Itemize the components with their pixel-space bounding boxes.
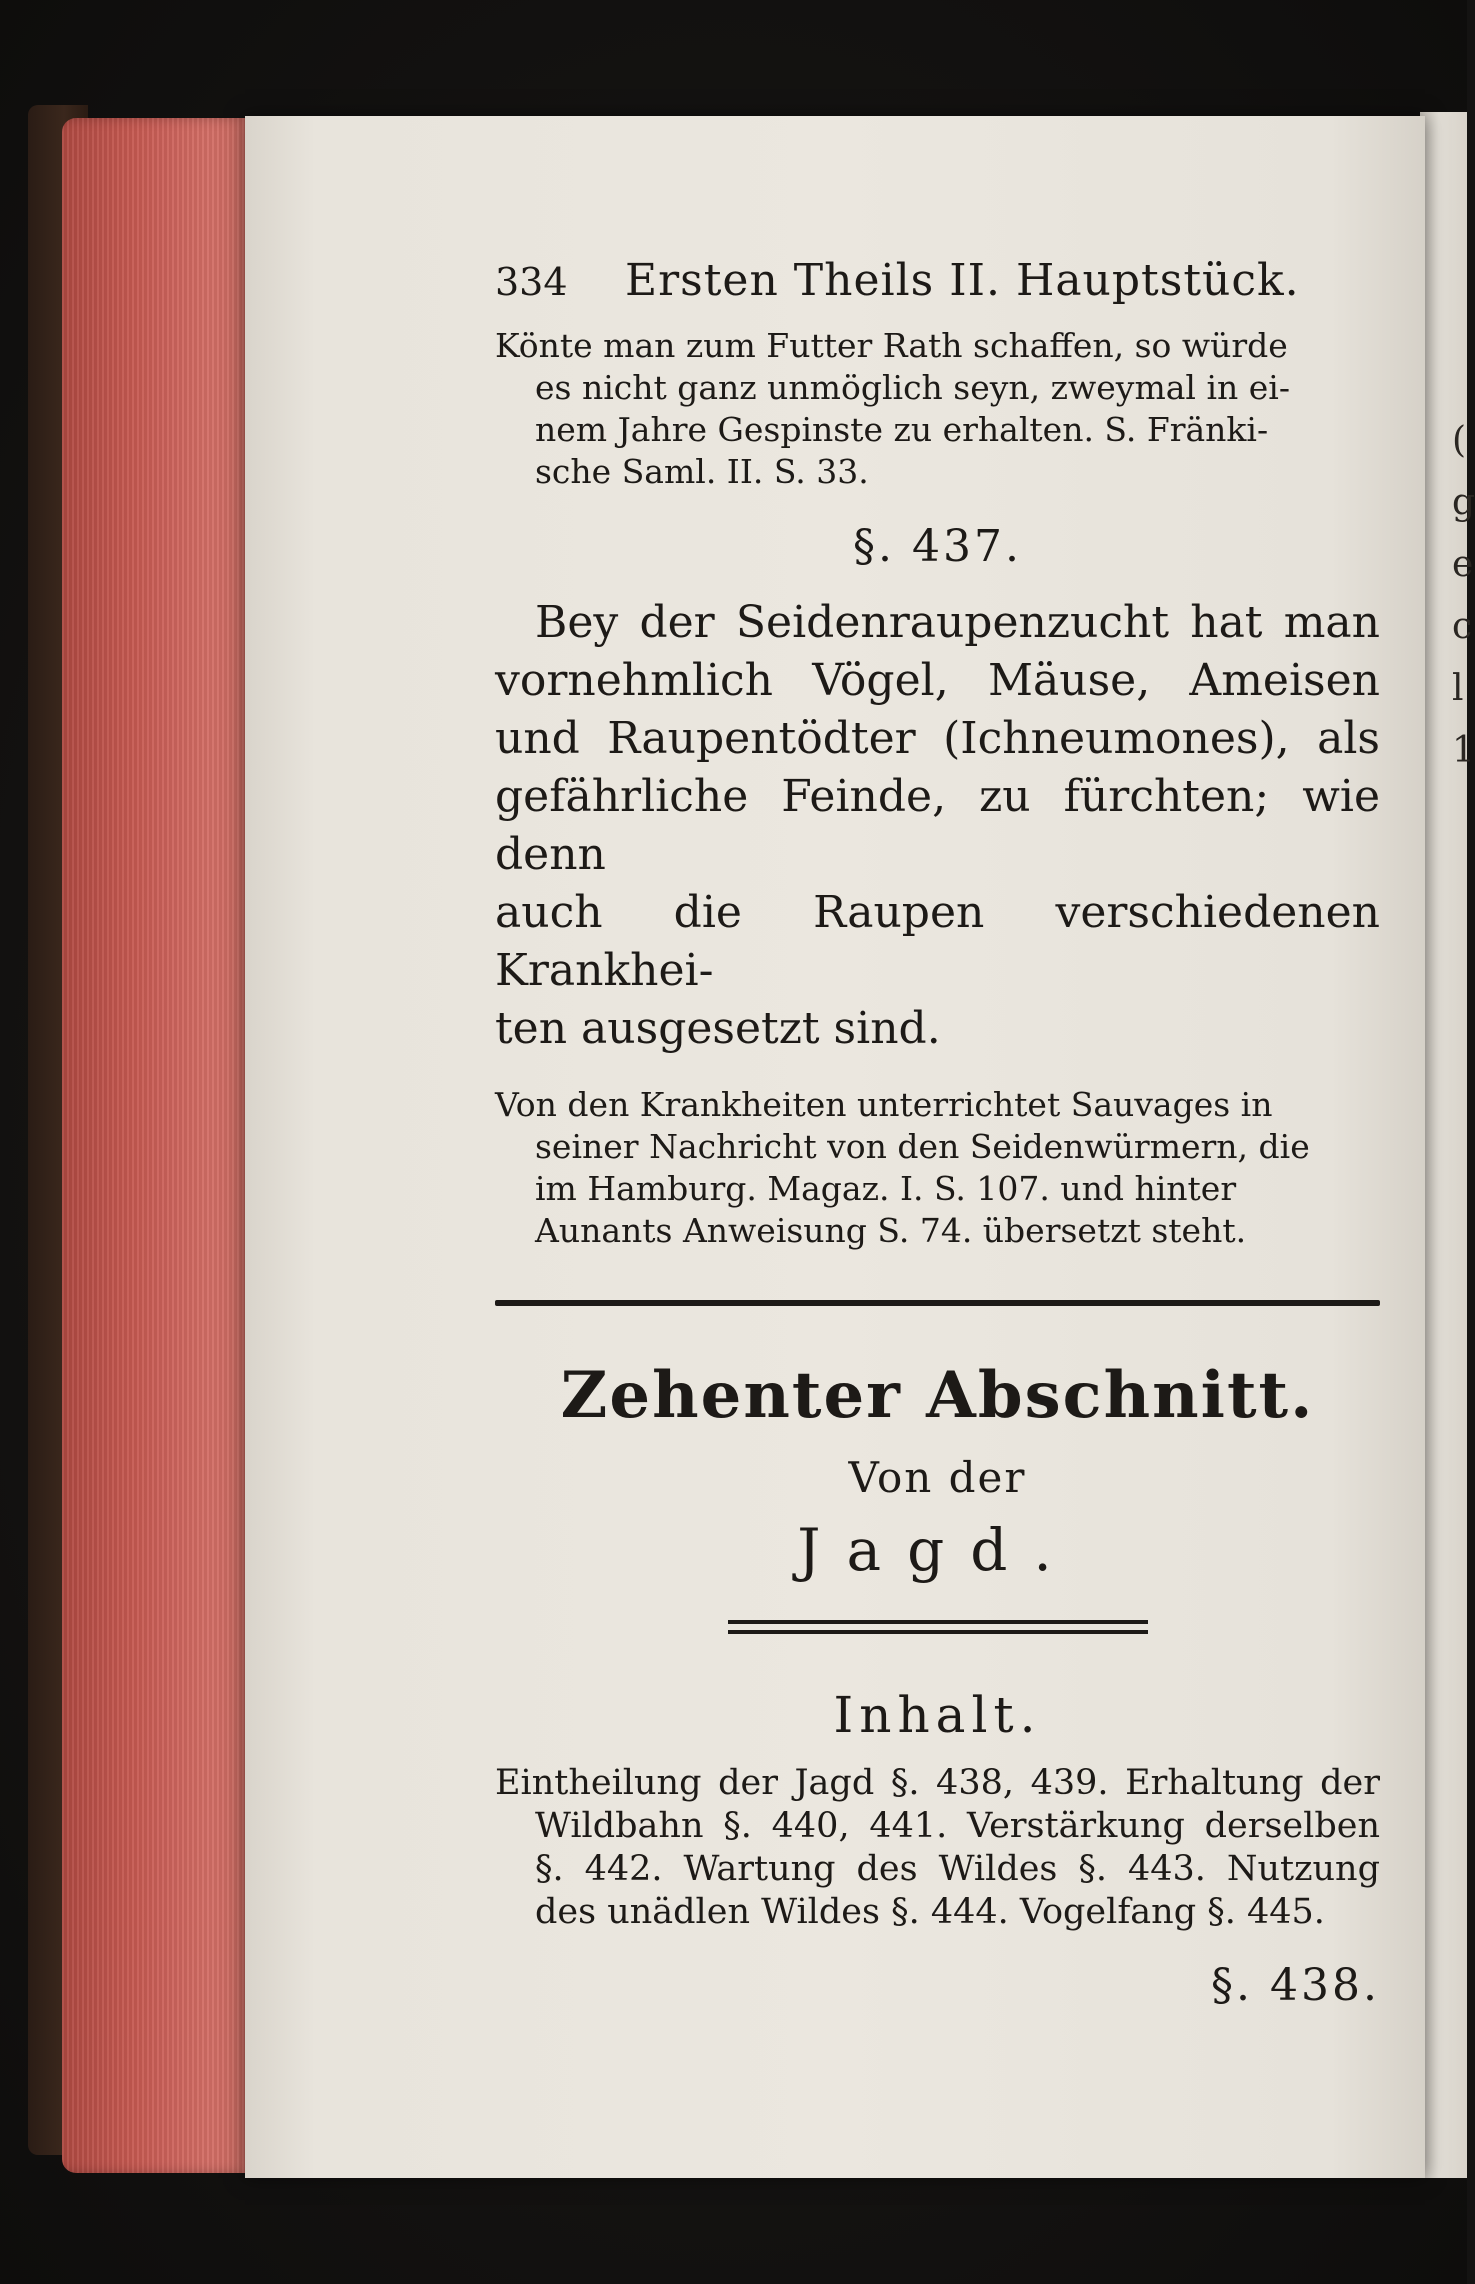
paragraph-line: vornehmlich Vögel, Mäuse, Ameisen <box>495 655 1380 706</box>
chapter-heading: Zehenter Abschnitt. <box>560 1358 1315 1433</box>
facing-letter: 1 <box>1452 730 1475 771</box>
note-line: Aunants Anweisung S. 74. übersetzt steht. <box>535 1211 1247 1250</box>
note-line: Könte man zum Futter Rath schaffen, so würde <box>495 326 1288 365</box>
catchword: §. 438. <box>1211 1960 1380 2011</box>
contents-summary <box>495 1762 1380 1934</box>
contents-line: §. 442. Wartung des Wildes §. 443. Nutzung <box>535 1849 1380 1889</box>
paragraph-line: ten ausgesetzt sind. <box>495 1003 941 1054</box>
contents-line: Eintheilung der Jagd §. 438, 439. Erhaltung der <box>495 1763 1380 1803</box>
paragraph-line: Bey der Seidenraupenzucht hat man <box>535 597 1380 648</box>
footnote-437 <box>495 1084 1380 1252</box>
paragraph-line: gefährliche Feinde, zu fürchten; wie denn <box>495 771 1380 880</box>
chapter-subheading: Von der <box>848 1453 1027 1502</box>
facing-letter: e <box>1452 544 1474 585</box>
facing-letter: l <box>1452 668 1464 709</box>
contents-heading: Inhalt. <box>833 1686 1042 1744</box>
page-content <box>495 255 1380 2011</box>
divider-rule <box>495 1300 1380 1306</box>
note-line: es nicht ganz unmöglich seyn, zweymal in ei- <box>535 368 1290 407</box>
note-line: nem Jahre Gespinste zu erhalten. S. Fränki- <box>535 410 1269 449</box>
paragraph-437 <box>495 594 1380 1058</box>
page-number: 334 <box>495 260 568 304</box>
red-page-edges <box>62 118 272 2173</box>
double-rule <box>728 1620 1148 1634</box>
facing-letter: g <box>1452 482 1475 523</box>
paragraph-line: und Raupentödter (Ichneumones), als <box>495 713 1380 764</box>
page-header <box>495 255 1380 325</box>
paragraph-line: auch die Raupen verschiedenen Krankhei- <box>495 887 1380 996</box>
chapter-title: Jagd. <box>797 1516 1078 1584</box>
note-line: seiner Nachricht von den Seidenwürmern, die <box>535 1127 1310 1166</box>
facing-letter: ( <box>1452 420 1467 461</box>
running-title: Ersten Theils II. Hauptstück. <box>625 255 1300 306</box>
note-line: sche Saml. II. S. 33. <box>535 452 869 491</box>
facing-page-letters <box>1452 410 1475 782</box>
section-heading-437: §. 437. <box>853 521 1022 572</box>
facing-letter: c <box>1452 606 1473 647</box>
contents-line: Wildbahn §. 440, 441. Verstärkung derselben <box>535 1806 1380 1846</box>
footnote-top <box>495 325 1380 493</box>
contents-line: des unädlen Wildes §. 444. Vogelfang §. 445. <box>535 1892 1325 1932</box>
note-line: im Hamburg. Magaz. I. S. 107. und hinter <box>535 1169 1237 1208</box>
note-line: Von den Krankheiten unterrichtet Sauvages in <box>495 1085 1273 1124</box>
